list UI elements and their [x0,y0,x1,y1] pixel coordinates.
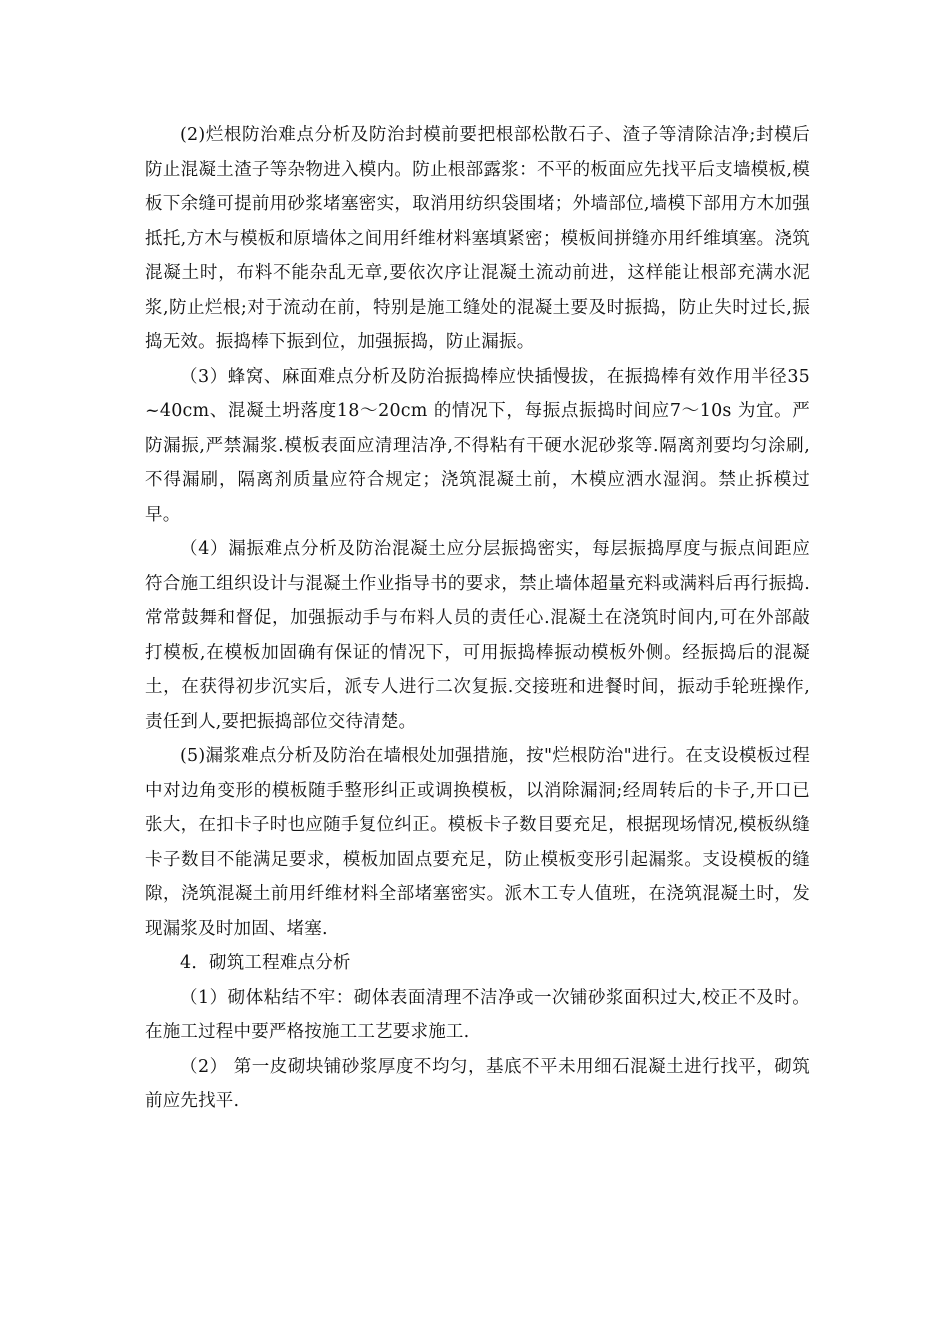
paragraph-first-course: （2） 第一皮砌块铺砂浆厚度不均匀，基底不平未用细石混凝土进行找平，砌筑前应先找平. [145,1056,810,1111]
paragraph-masonry-bond: （1）砌体粘结不牢：砌体表面清理不洁净或一次铺砂浆面积过大,校正不及时。在施工过程中要严格按施工工艺要求施工. [145,987,810,1042]
paragraph-rotten-root: (2)烂根防治难点分析及防治封模前要把根部松散石子、渣子等清除洁净;封模后防止混凝土渣子等杂物进入模内。防止根部露浆：不平的板面应先找平后支墙模板,模板下余缝可提前用砂浆堵塞密实，取消用纺织袋围堵；外墙部位,墙模下部用方木加强抵托,方木与模板和原墙体之间用纤维材料塞填紧密；模板间拼缝亦用纤维填塞。浇筑混凝土时，布料不能杂乱无章,要依次序让混凝土流动前进，这样能让根部充满水泥浆,防止烂根;对于流动在前，特别是施工缝处的混凝土要及时振捣，防止失时过长,振捣无效。振捣棒下振到位，加强振捣，防止漏振。 [145,125,810,352]
paragraph-honeycomb: （3）蜂窝、麻面难点分析及防治振捣棒应快插慢拔，在振捣棒有效作用半径35~40cm、混凝土坍落度18～20cm 的情况下，每振点振捣时间应7～10s 为宜。严防漏振,严禁漏浆.模板表面应清理洁净,不得粘有干硬水泥砂浆等.隔离剂要均匀涂刷,不得漏刷，隔离剂质量应符合规定；浇筑混凝土前，木模应洒水湿润。禁止拆模过早。 [145,366,810,525]
paragraph-missed-vibration: （4）漏振难点分析及防治混凝土应分层振捣密实，每层振捣厚度与振点间距应符合施工组织设计与混凝土作业指导书的要求，禁止墙体超量充料或满料后再行振捣.常常鼓舞和督促，加强振动手与布料人员的责任心.混凝土在浇筑时间内,可在外部敲打模板,在模板加固确有保证的情况下，可用振捣棒振动模板外侧。经振捣后的混凝土，在获得初步沉实后，派专人进行二次复振.交接班和进餐时间，振动手轮班操作,责任到人,要把振捣部位交待清楚。 [145,539,810,732]
document-body [145,118,810,1119]
paragraph-grout-leakage: (5)漏浆难点分析及防治在墙根处加强措施，按"烂根防治"进行。在支设模板过程中对边角变形的模板随手整形纠正或调换模板，以消除漏洞;经周转后的卡子,开口已张大，在扣卡子时也应随手复位纠正。模板卡子数目要充足，根据现场情况,模板纵缝卡子数目不能满足要求，模板加固点要充足，防止模板变形引起漏浆。支设模板的缝隙，浇筑混凝土前用纤维材料全部堵塞密实。派木工专人值班，在浇筑混凝土时，发现漏浆及时加固、堵塞. [145,746,810,939]
section-heading-masonry: 4．砌筑工程难点分析 [180,953,351,973]
